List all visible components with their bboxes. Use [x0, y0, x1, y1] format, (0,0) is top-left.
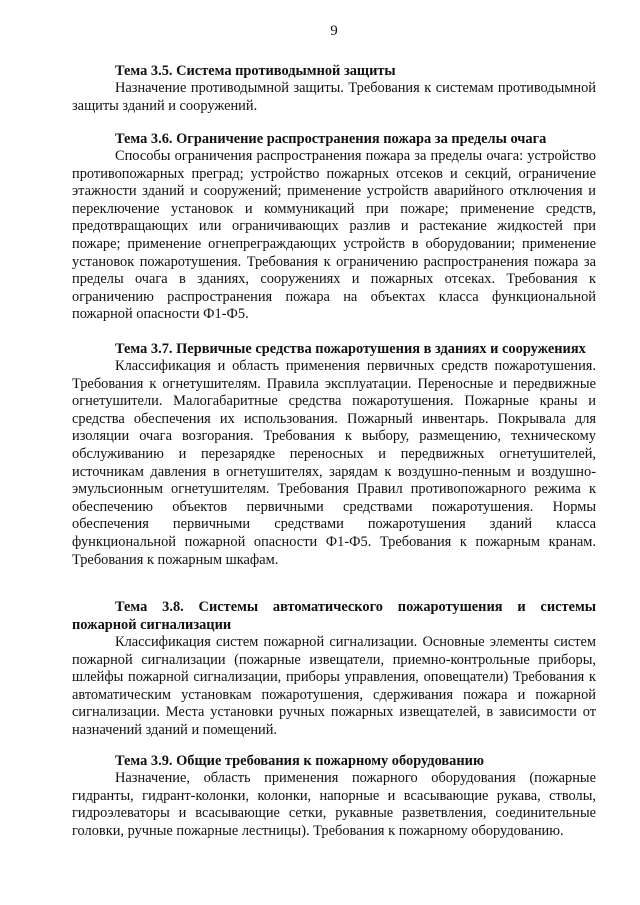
section-3-5: [72, 62, 596, 115]
section-3-8: [72, 598, 596, 740]
section-title: Тема 3.9. Общие требования к пожарному оборудованию: [115, 753, 484, 769]
section-title: Тема 3.5. Система противодымной защиты: [115, 63, 396, 79]
page-number: 9: [330, 23, 338, 39]
section-3-6: [72, 130, 596, 324]
section-body: Классификация и область применения первичных средств пожаротушения. Требования к огнетушителям. Правила эксплуатации. Переносные и передвижные огнетушители. Малогабаритные средства пожаротушения. Пожарные краны и средства обеспечения их использования. Пожарный инвентарь. Покрывала для изоляции очага возгорания. Требования к выбору, размещению, техническому обслуживанию и перезарядке переносных и передвижных огнетушителей, источникам давления в огнетушителях, зарядам к воздушно-пенным и воздушно-эмульсионным огнетушителям. Требования Правил противопожарного режима к обеспечению объектов первичными средствами пожаротушения. Нормы обеспечения первичными средствами пожаротушения зданий класса функциональной пожарной опасности Ф1-Ф5. Требования к пожарным кранам. Требования к пожарным шкафам.: [72, 358, 596, 568]
section-title: Тема 3.6. Ограничение распространения пожара за пределы очага: [115, 131, 547, 147]
section-title: Тема 3.8. Системы автоматического пожаротушения и системы пожарной сигнализации: [72, 599, 596, 633]
section-body: Способы ограничения распространения пожара за пределы очага: устройство противопожарных преград; устройство пожарных отсеков и секций, ограничение этажности зданий и сооружений; применение устройств аварийного отключения и переключение установок и коммуникаций при пожаре; применение средств, предотвращающих или ограничивающих разлив и растекание жидкостей при пожаре; применение огнепреграждающих устройств в оборудовании; применение установок пожаротушения. Требования к ограничению распространения пожара за пределы очага в зданиях, сооружениях и пожарных отсеках. Требования к ограничению распространения пожара на объектах класса функциональной пожарной опасности Ф1-Ф5.: [72, 148, 596, 323]
section-body: Назначение, область применения пожарного оборудования (пожарные гидранты, гидрант-колонки, колонки, напорные и всасывающие рукава, стволы, гидроэлеваторы и всасывающие сетки, рукавные разветвления, соединительные головки, ручные пожарные лестницы). Требования к пожарному оборудованию.: [72, 770, 596, 839]
section-title: Тема 3.7. Первичные средства пожаротушения в зданиях и сооружениях: [115, 341, 586, 357]
section-3-7: [72, 340, 596, 569]
section-3-9: [72, 752, 596, 840]
section-body: Классификация систем пожарной сигнализации. Основные элементы систем пожарной сигнализации (пожарные извещатели, приемно-контрольные приборы, шлейфы пожарной сигнализации, приборы управления, оповещатели) Требования к автоматическим установкам пожаротушения, сдерживания пожара и пожарной сигнализации. Места установки ручных пожарных извещателей, в зависимости от назначений зданий и помещений.: [72, 634, 596, 738]
section-body: Назначение противодымной защиты. Требования к системам противодымной защиты зданий и сооружений.: [72, 80, 596, 114]
